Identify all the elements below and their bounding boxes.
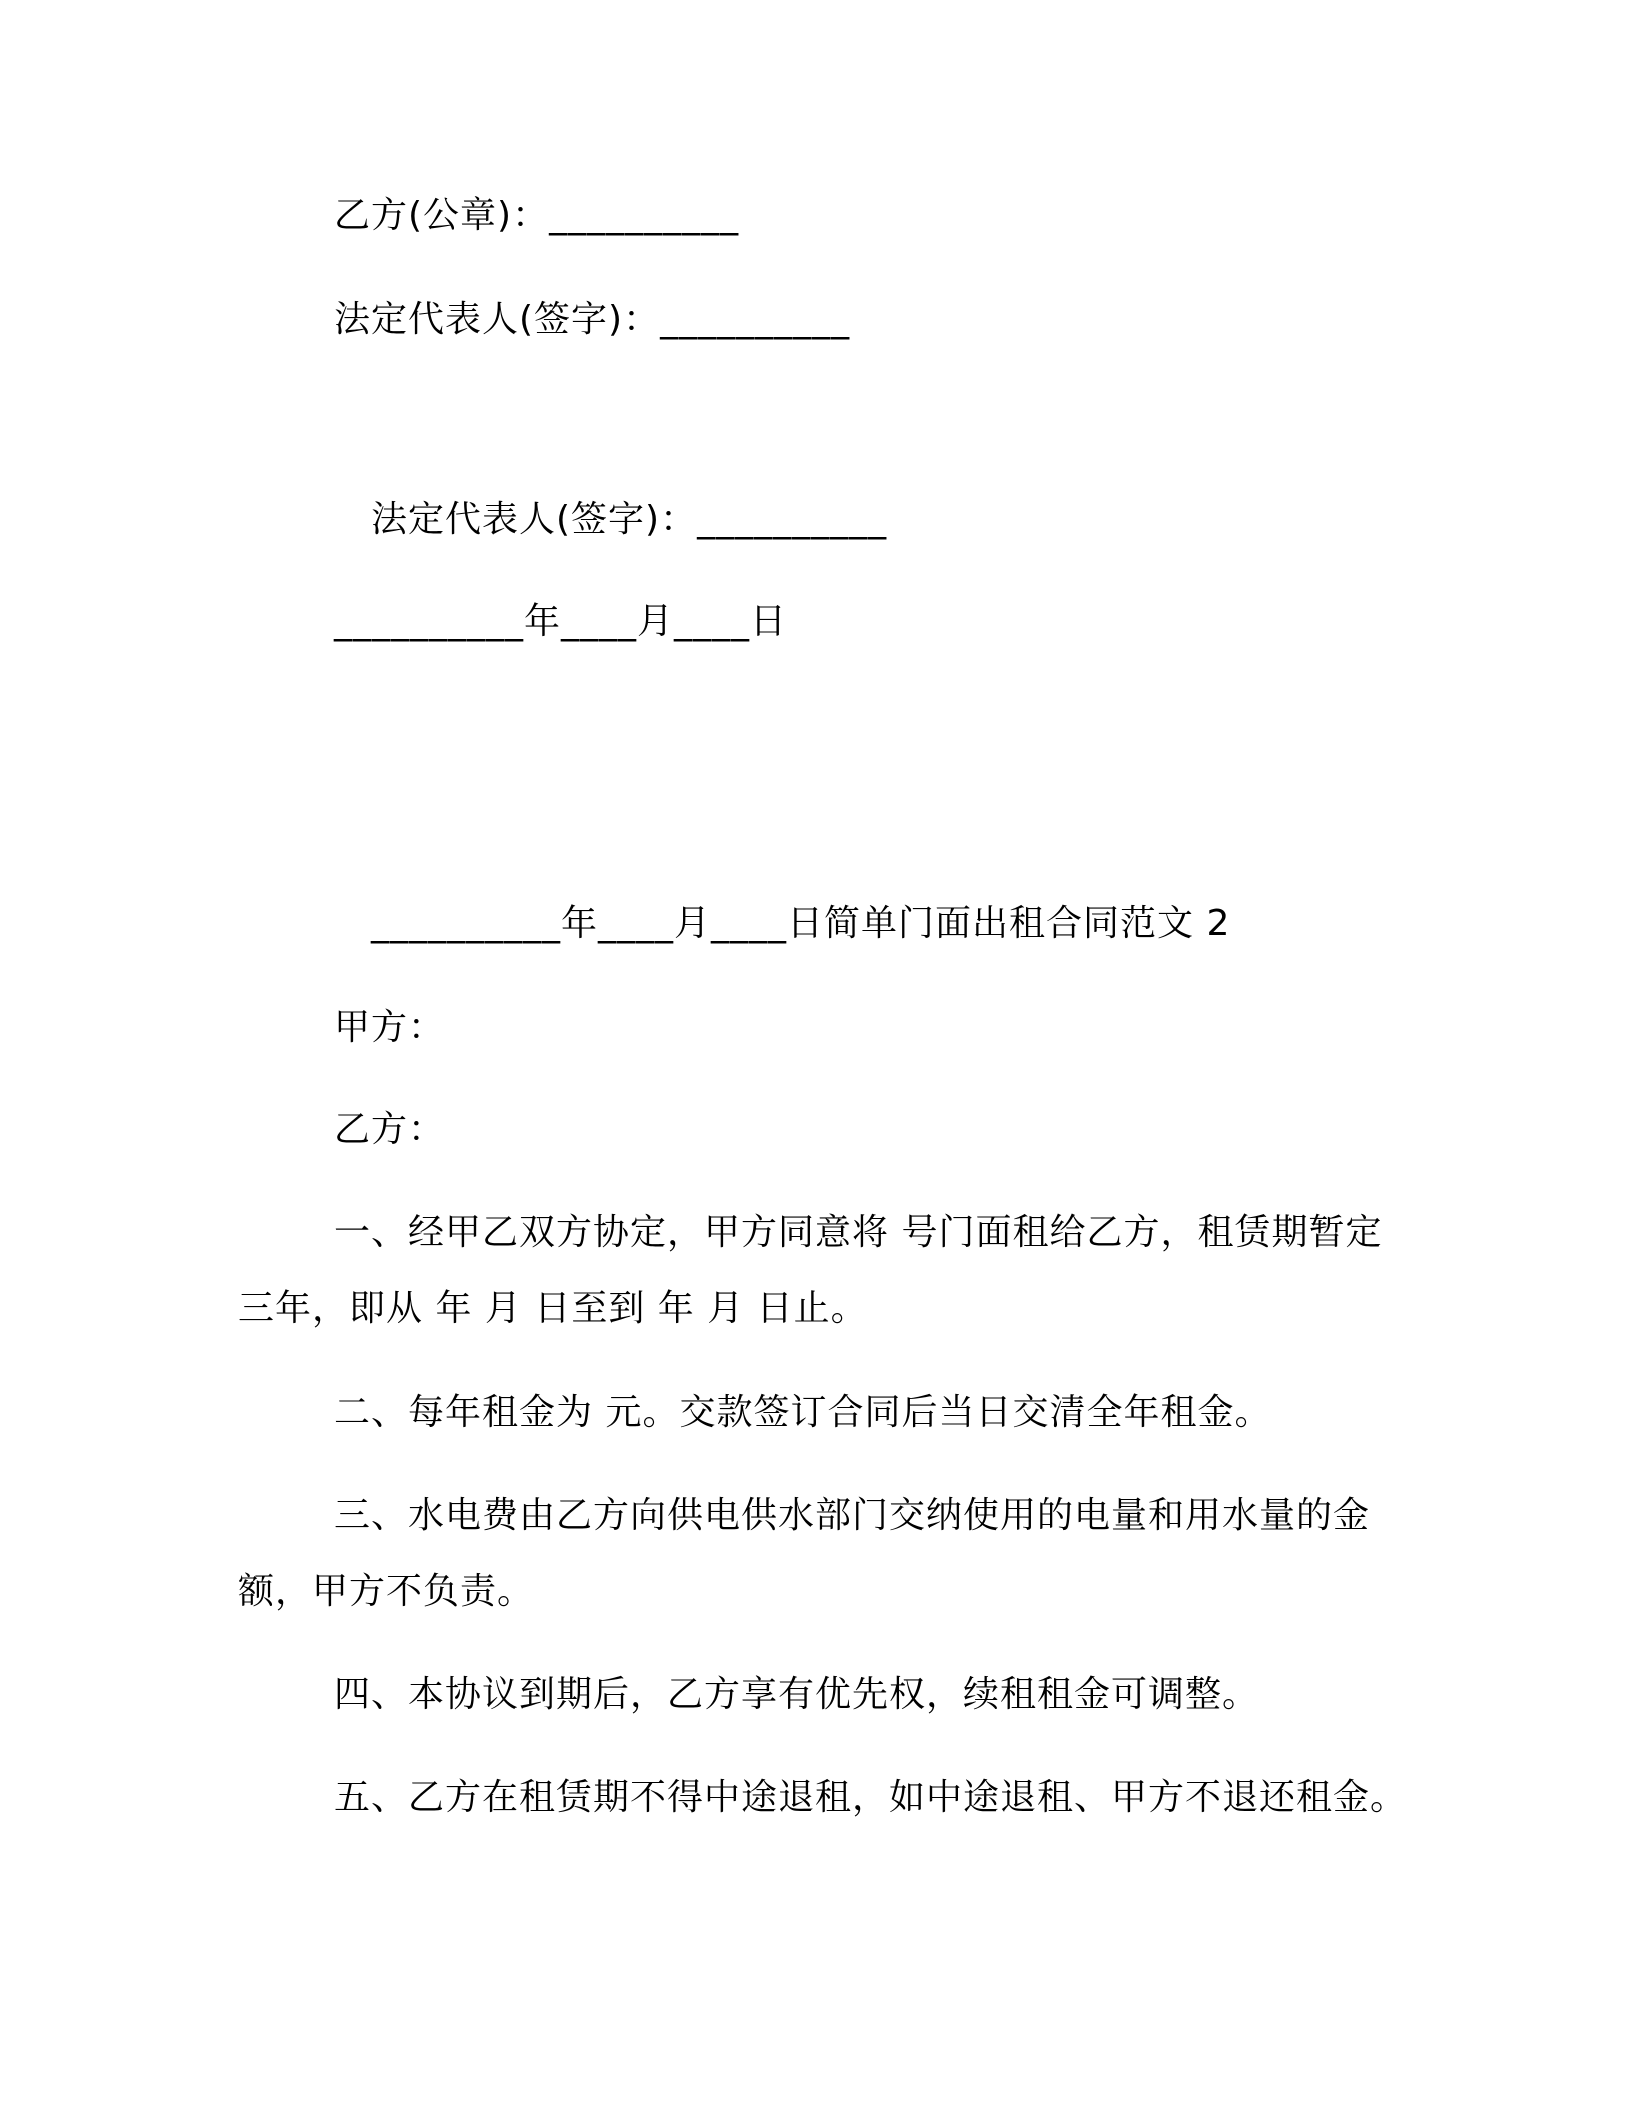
- legal-representative-signature-line: 法定代表人(签字)：__________: [371, 499, 888, 540]
- clause-5: 五、乙方在租赁期不得中途退租，如中途退租、甲方不退还租金。: [334, 1777, 1408, 1818]
- legal-representative-signature-line: 法定代表人(签字)：__________: [334, 299, 851, 340]
- clause-3-line-1: 三、水电费由乙方向供电供水部门交纳使用的电量和用水量的金: [334, 1495, 1371, 1536]
- clause-3-line-2: 额，甲方不负责。: [238, 1571, 535, 1612]
- clause-4: 四、本协议到期后，乙方享有优先权，续租租金可调整。: [334, 1674, 1260, 1715]
- clause-2: 二、每年租金为 元。交款签订合同后当日交清全年租金。: [334, 1392, 1272, 1433]
- party-b-seal-line: 乙方(公章)：__________: [334, 195, 740, 236]
- clause-1-line-2: 三年，即从 年 月 日至到 年 月 日止。: [238, 1288, 868, 1329]
- party-a-label: 甲方：: [334, 1007, 446, 1048]
- signature-date-line: __________年____月____日: [334, 601, 787, 642]
- party-b-label: 乙方：: [334, 1109, 446, 1150]
- clause-1-line-1: 一、经甲乙双方协定，甲方同意将 号门面租给乙方，租赁期暂定: [334, 1212, 1383, 1253]
- contract-title: __________年____月____日简单门面出租合同范文 2: [371, 903, 1231, 944]
